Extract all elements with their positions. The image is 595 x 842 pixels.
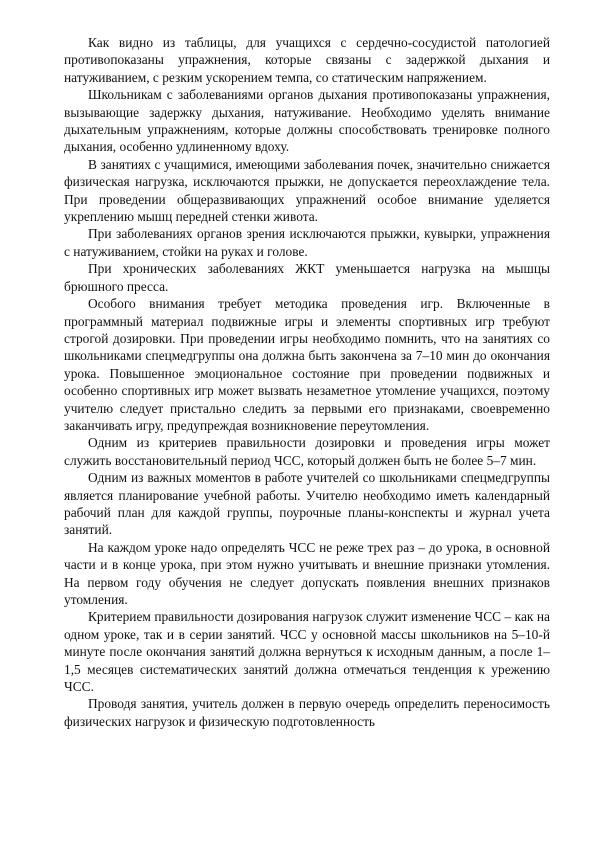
paragraph-kidney: В занятиях с учащимися, имеющими заболевания почек, значительно снижается физическая нагрузка, исключаются прыжки, не допускается переохлаждение тела. При проведении общеразвивающих упражнений особое внимание уделяется укреплению мышц передней стенки живота. [64,156,550,225]
paragraph-heart-pathology: Как видно из таблицы, для учащихся с сердечно-сосудистой патологией противопоказаны упражнения, которые связаны с задержкой дыхания и натуживанием, с резким ускорением темпа, со статическим напряжением. [64,35,550,85]
paragraph-load-criteria: Критерием правильности дозирования нагрузок служит изменение ЧСС – как на одном уроке, так и в серии занятий. ЧСС у основной массы школьников на 5–10-й минуте после окончания занятий должна вернуться к исходным данным, а после 1–1,5 месяцев систематических занятий должна отмечаться тенденция к урежению ЧСС. [64,609,550,695]
paragraph-hr-recovery: Одним из критериев правильности дозировки и проведения игры может служить восстановительный период ЧСС, который должен быть не более 5–7 мин. [64,435,550,468]
document-page [64,34,550,730]
paragraph-games-method: Особого внимания требует методика проведения игр. Включенные в программный материал подвижные игры и элементы спортивных игр требуют строгой дозировки. При проведении игры необходимо помнить, что на занятиях со школьниками спецмедгруппы она должна быть закончена за 7–10 мин до окончания урока. Повышенное эмоциональное состояние при проведении подвижных и особенно спортивных игр может вызвать незаметное утомление учащихся, поэтому учителю следует пристально следить за первыми его признаками, своевременно заканчивать игру, предупреждая возникновение переутомления. [64,296,550,433]
paragraph-respiratory: Школьникам с заболеваниями органов дыхания противопоказаны упражнения, вызывающие задержку дыхания, натуживание. Необходимо уделять внимание дыхательным упражнениям, которые должны способствовать тренировке полного дыхания, особенно удлиненному вдоху. [64,87,550,155]
paragraph-hr-measure: На каждом уроке надо определять ЧСС не реже трех раз – до урока, в основной части и в конце урока, при этом нужно учитывать и внешние признаки утомления. На первом году обучения не следует допускать появления внешних признаков утомления. [64,539,550,607]
paragraph-tolerance: Проводя занятия, учитель должен в первую очередь определить переносимость физических нагрузок и физическую подготовленность [64,696,550,729]
paragraph-gastro: При хронических заболеваниях ЖКТ уменьшается нагрузка на мышцы брюшного пресса. [64,261,550,294]
paragraph-planning: Одним из важных моментов в работе учителей со школьниками спецмедгруппы является планирование учебной работы. Учителю необходимо иметь календарный рабочий план для каждой группы, поурочные планы-конспекты и журнал учета занятий. [64,470,550,538]
paragraph-vision: При заболеваниях органов зрения исключаются прыжки, кувырки, упражнения с натуживанием, стойки на руках и голове. [64,226,550,259]
